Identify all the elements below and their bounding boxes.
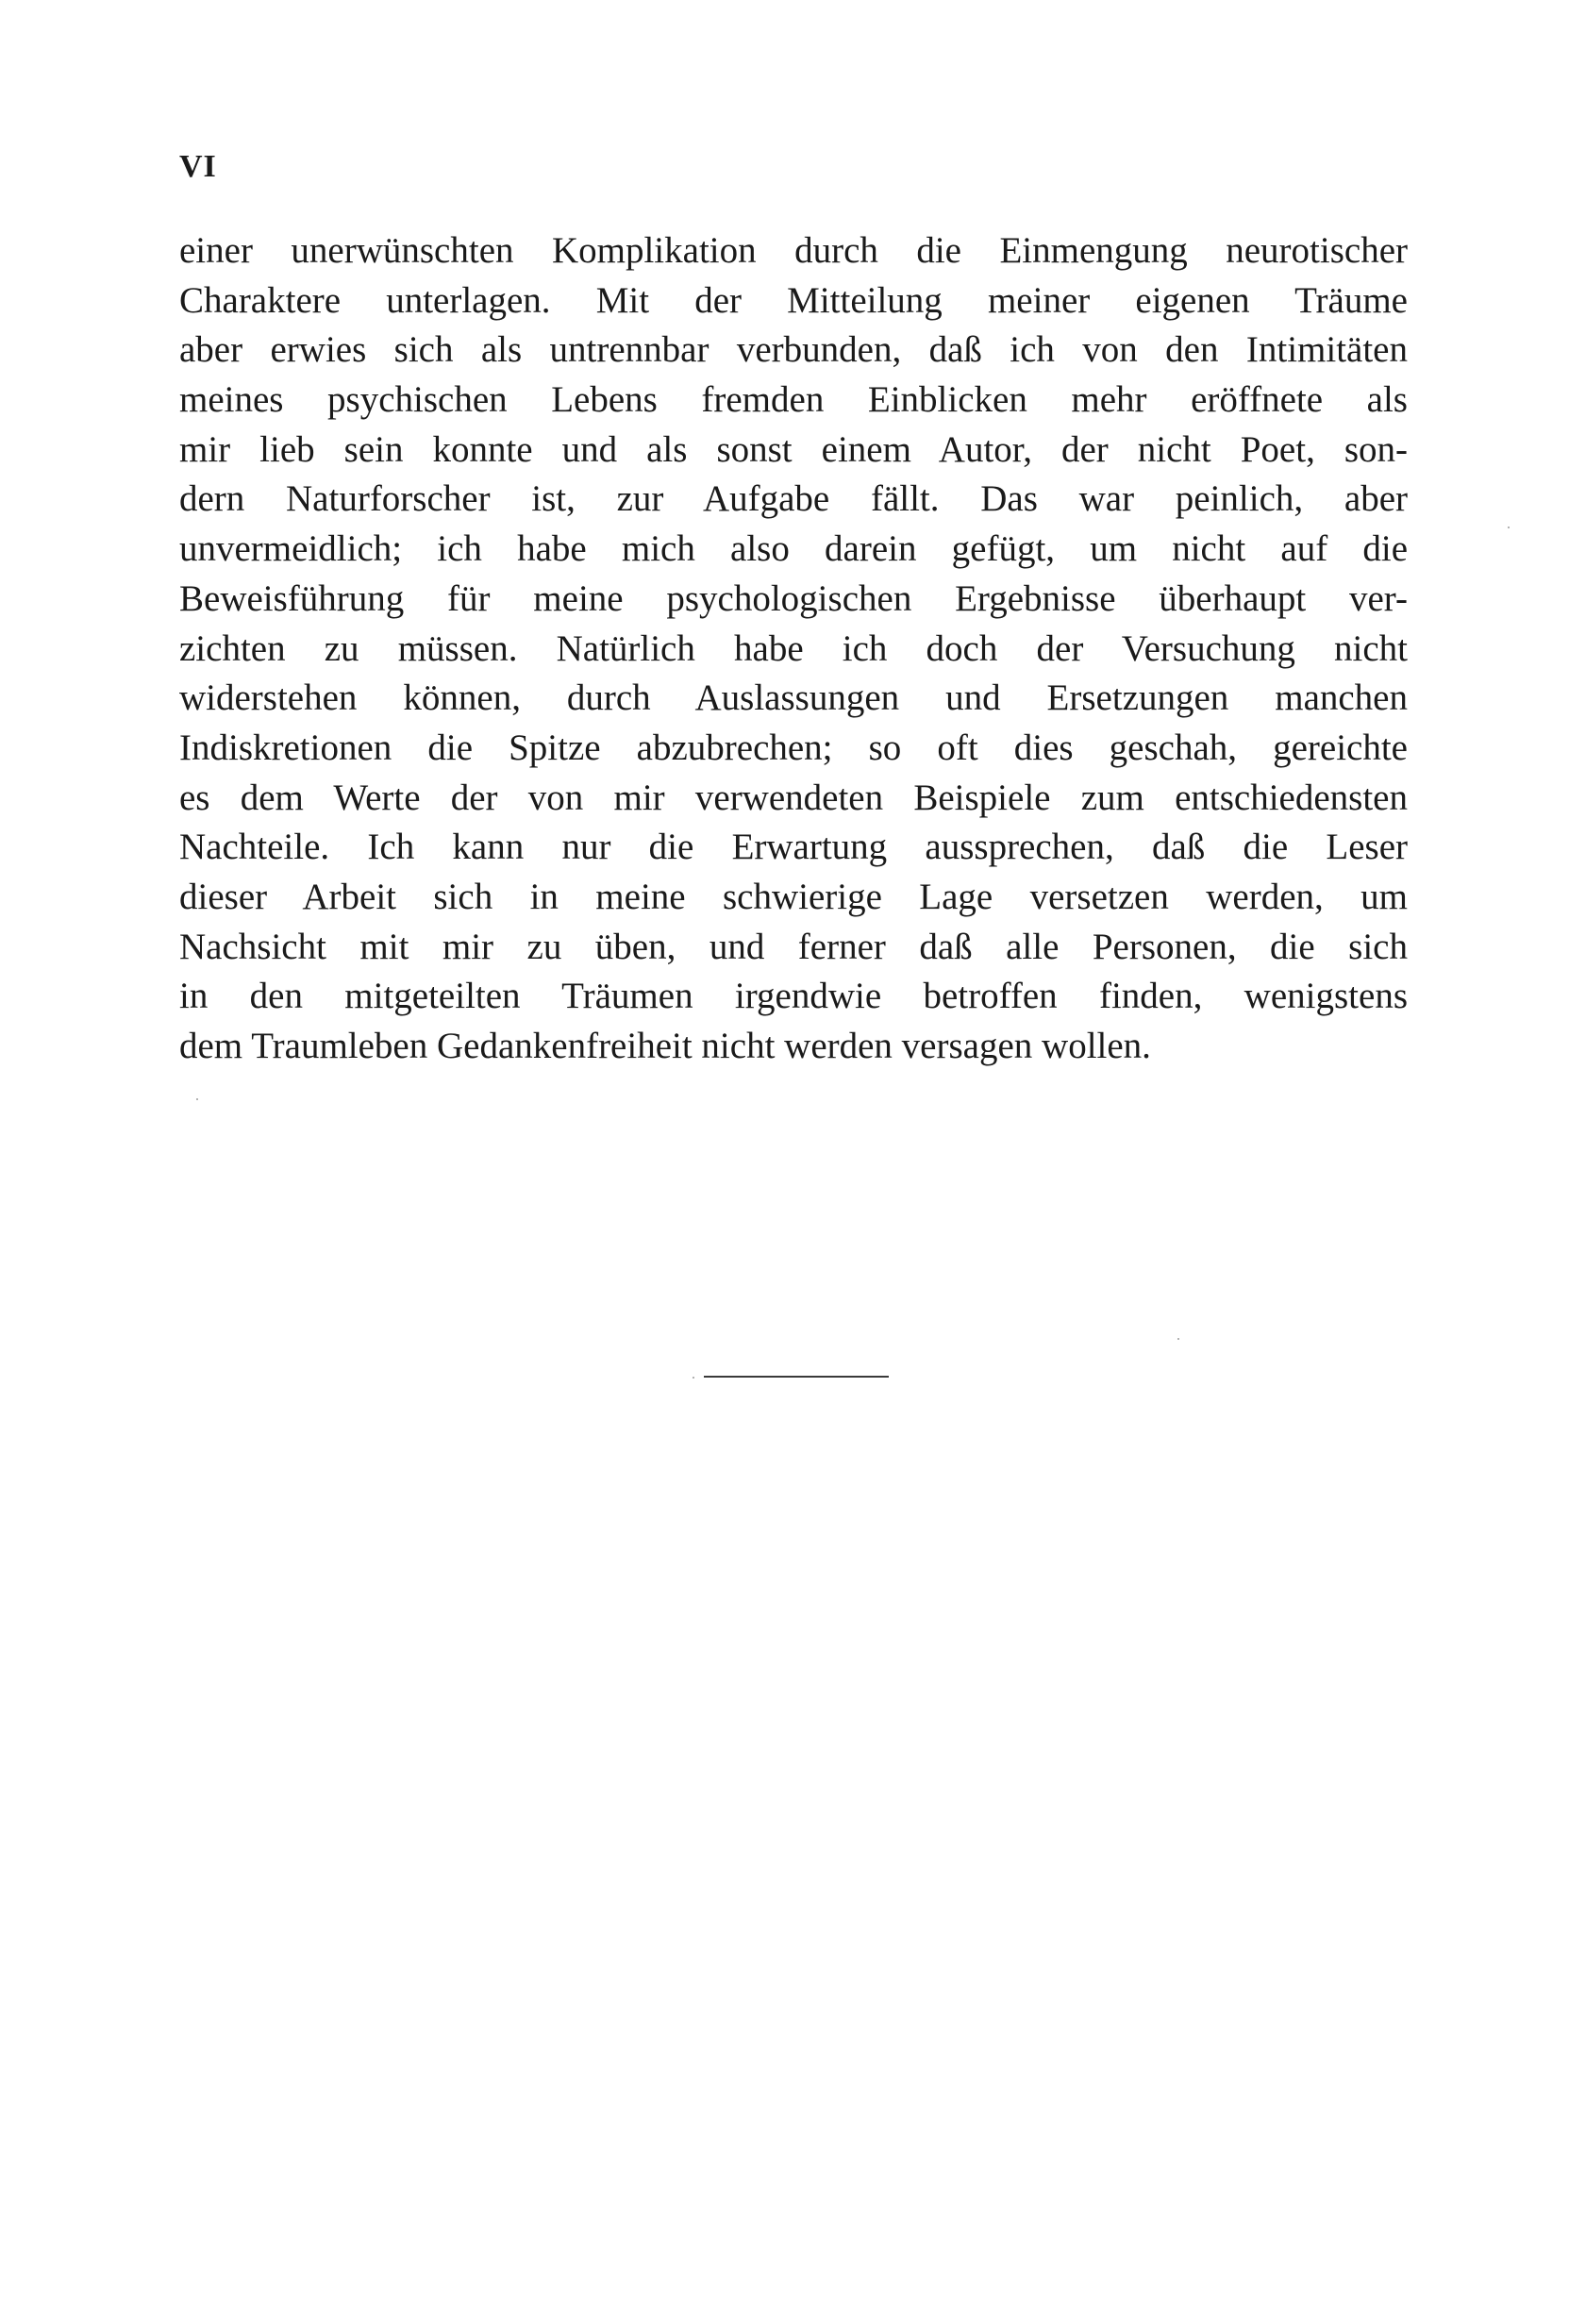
text-line: mir lieb sein konnte und als sonst einem Autor, der nicht Poet, son- [179, 428, 1408, 470]
text-line: Indiskretionen die Spitze abzubrechen; so oft dies geschah, gereichte [179, 727, 1408, 768]
paper-speck [1177, 1338, 1179, 1340]
paper-speck [693, 1377, 694, 1379]
text-line: widerstehen können, durch Auslassungen und Ersetzungen manchen [179, 677, 1408, 719]
text-line: unvermeidlich; ich habe mich also darein gefügt, um nicht auf die [179, 528, 1408, 570]
text-line: Nachteile. Ich kann nur die Erwartung aussprechen, daß die Leser [179, 827, 1408, 868]
section-end-rule [704, 1376, 889, 1378]
text-line-last: dem Traumleben Gedankenfreiheit nicht werden versagen wollen. [179, 1026, 1151, 1066]
text-line: dern Naturforscher ist, zur Aufgabe fällt. Das war peinlich, aber [179, 478, 1408, 520]
text-line: Beweisführung für meine psychologischen Ergebnisse überhaupt ver- [179, 577, 1408, 619]
text-line: in den mitgeteilten Träumen irgendwie betroffen finden, wenigstens [179, 976, 1408, 1017]
text-line: es dem Werte der von mir verwendeten Beispiele zum entschiedensten [179, 777, 1408, 818]
text-line: zichten zu müssen. Natürlich habe ich doch der Versuchung nicht [179, 627, 1408, 669]
paper-speck [1508, 527, 1510, 528]
page-number: VI [179, 149, 217, 184]
text-line: Nachsicht mit mir zu üben, und ferner daß alle Personen, die sich [179, 926, 1408, 967]
body-text [179, 226, 1408, 1072]
text-line: dieser Arbeit sich in meine schwierige Lage versetzen werden, um [179, 876, 1408, 917]
text-line: aber erwies sich als untrennbar verbunden, daß ich von den Intimitäten [179, 329, 1408, 371]
text-line: Charaktere unterlagen. Mit der Mitteilung meiner eigenen Träume [179, 279, 1408, 321]
text-line: einer unerwünschten Komplikation durch die Einmengung neurotischer [179, 230, 1408, 271]
paper-speck [196, 1098, 198, 1100]
text-line: meines psychischen Lebens fremden Einblicken mehr eröffnete als [179, 379, 1408, 421]
